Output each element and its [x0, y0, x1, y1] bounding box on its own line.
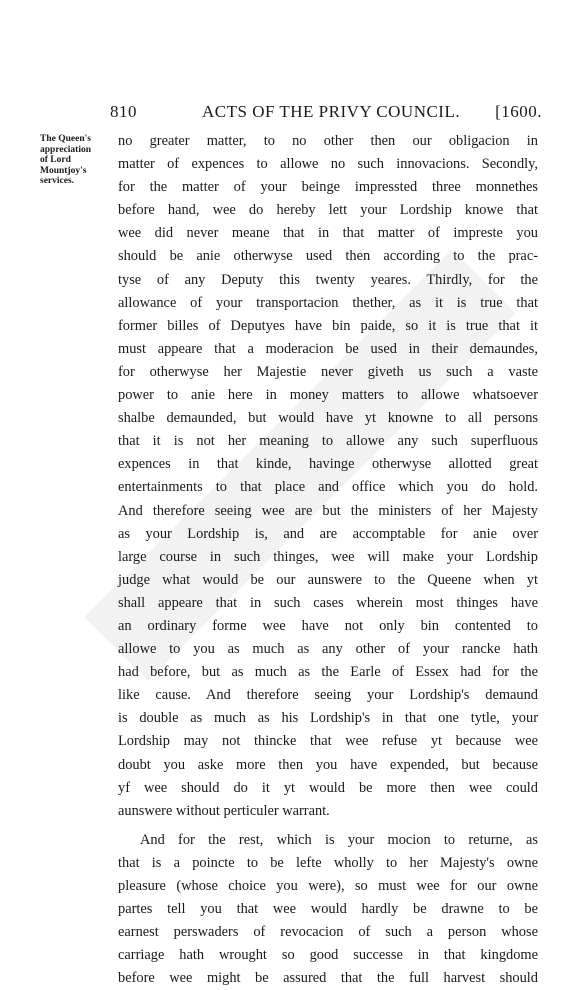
text-line: And therefore seeing wee are but the ministers of her Majesty [118, 502, 538, 519]
margin-note-line: appreciation [40, 144, 92, 155]
text-line: should be anie otherwyse used then according to the prac- [118, 248, 538, 265]
text-line: former billes of Deputyes have bin paide, so it is true that it [118, 317, 538, 334]
margin-note-line: Mountjoy's [40, 165, 87, 176]
text-line: yf wee should do it yt would be more then wee could [118, 779, 538, 796]
text-line: must appeare that a moderacion be used in their demaundes, [118, 340, 538, 357]
text-line: for otherwyse her Majestie never giveth us such a vaste [118, 363, 538, 380]
text-line: that it is not her meaning to allowe any such superfluous [118, 433, 538, 450]
text-line: power to anie here in money matters to allowe whatsoever [118, 387, 538, 404]
text-line: shalbe demaunded, but would have yt knowne to all persons [118, 410, 538, 427]
year-marker: [1600. [495, 102, 542, 121]
running-title: ACTS OF THE PRIVY COUNCIL. [202, 102, 461, 121]
text-line: matter of expences to allowe no such innovacions. Secondly, [118, 156, 538, 173]
text-line: aunswere without perticuler warrant. [118, 802, 330, 819]
text-line: had before, but as much as the Earle of Essex had for the [118, 664, 538, 681]
text-line: large course in such thinges, wee will make your Lordship [118, 548, 538, 565]
text-line: expences in that kinde, havinge otherwyse allotted great [118, 456, 538, 473]
margin-note-line: services. [40, 176, 75, 186]
text-line: pleasure (whose choice you were), so must wee for our owne [118, 878, 538, 894]
margin-note [40, 134, 112, 187]
margin-note-line: The Queen's [40, 134, 91, 144]
text-line: no greater matter, to no other then our obligacion in [118, 133, 538, 149]
page-number: 810 [110, 102, 137, 121]
text-line: allowe to you as much as any other of your rancke hath [118, 641, 538, 658]
text-line: Lordship may not thincke that wee refuse yt because wee [118, 733, 538, 750]
paragraph-2 [118, 829, 538, 990]
text-line: as your Lordship is, and are accomptable for anie over [118, 525, 538, 542]
text-line: partes tell you that wee would hardly be drawne to be [118, 901, 538, 918]
text-line: judge what would be our aunswere to the Queene when yt [118, 571, 538, 588]
text-line: like cause. And therefore seeing your Lordship's demaund [118, 687, 538, 704]
text-line: that is a poincte to be lefte wholly to her Majesty's owne [118, 854, 538, 871]
paragraph-1 [118, 130, 538, 823]
text-line: before hand, wee do hereby lett your Lordship knowe that [118, 202, 538, 219]
body-text [118, 130, 538, 990]
text-line: for the matter of your beinge impressted three monnethes [118, 179, 538, 196]
text-line: carriage hath wrought so good successe in that kingdome [118, 947, 538, 964]
text-line: before wee might be assured that the full harvest should [118, 970, 538, 987]
text-line: And for the rest, which is your mocion to returne, as [140, 831, 538, 848]
text-line: entertainments to that place and office which you do hold. [118, 479, 538, 496]
text-line: is double as much as his Lordship's in that one tytle, your [118, 710, 538, 727]
text-line: shall appeare that in such cases wherein most thinges have [118, 594, 538, 611]
text-line: earnest perswaders of revocacion of such a person whose [118, 924, 538, 941]
margin-note-line: of Lord [40, 155, 71, 165]
text-line: doubt you aske more then you have expended, but because [118, 756, 538, 773]
page-header [110, 102, 542, 124]
text-line: an ordinary forme wee have not only bin contented to [118, 617, 538, 634]
text-line: tyse of any Deputy this twenty yeares. Thirdly, for the [118, 271, 538, 288]
text-line: allowance of your transportacion thether, as it is true that [118, 294, 538, 311]
text-line: wee did never meane that in that matter of impreste you [118, 225, 538, 242]
